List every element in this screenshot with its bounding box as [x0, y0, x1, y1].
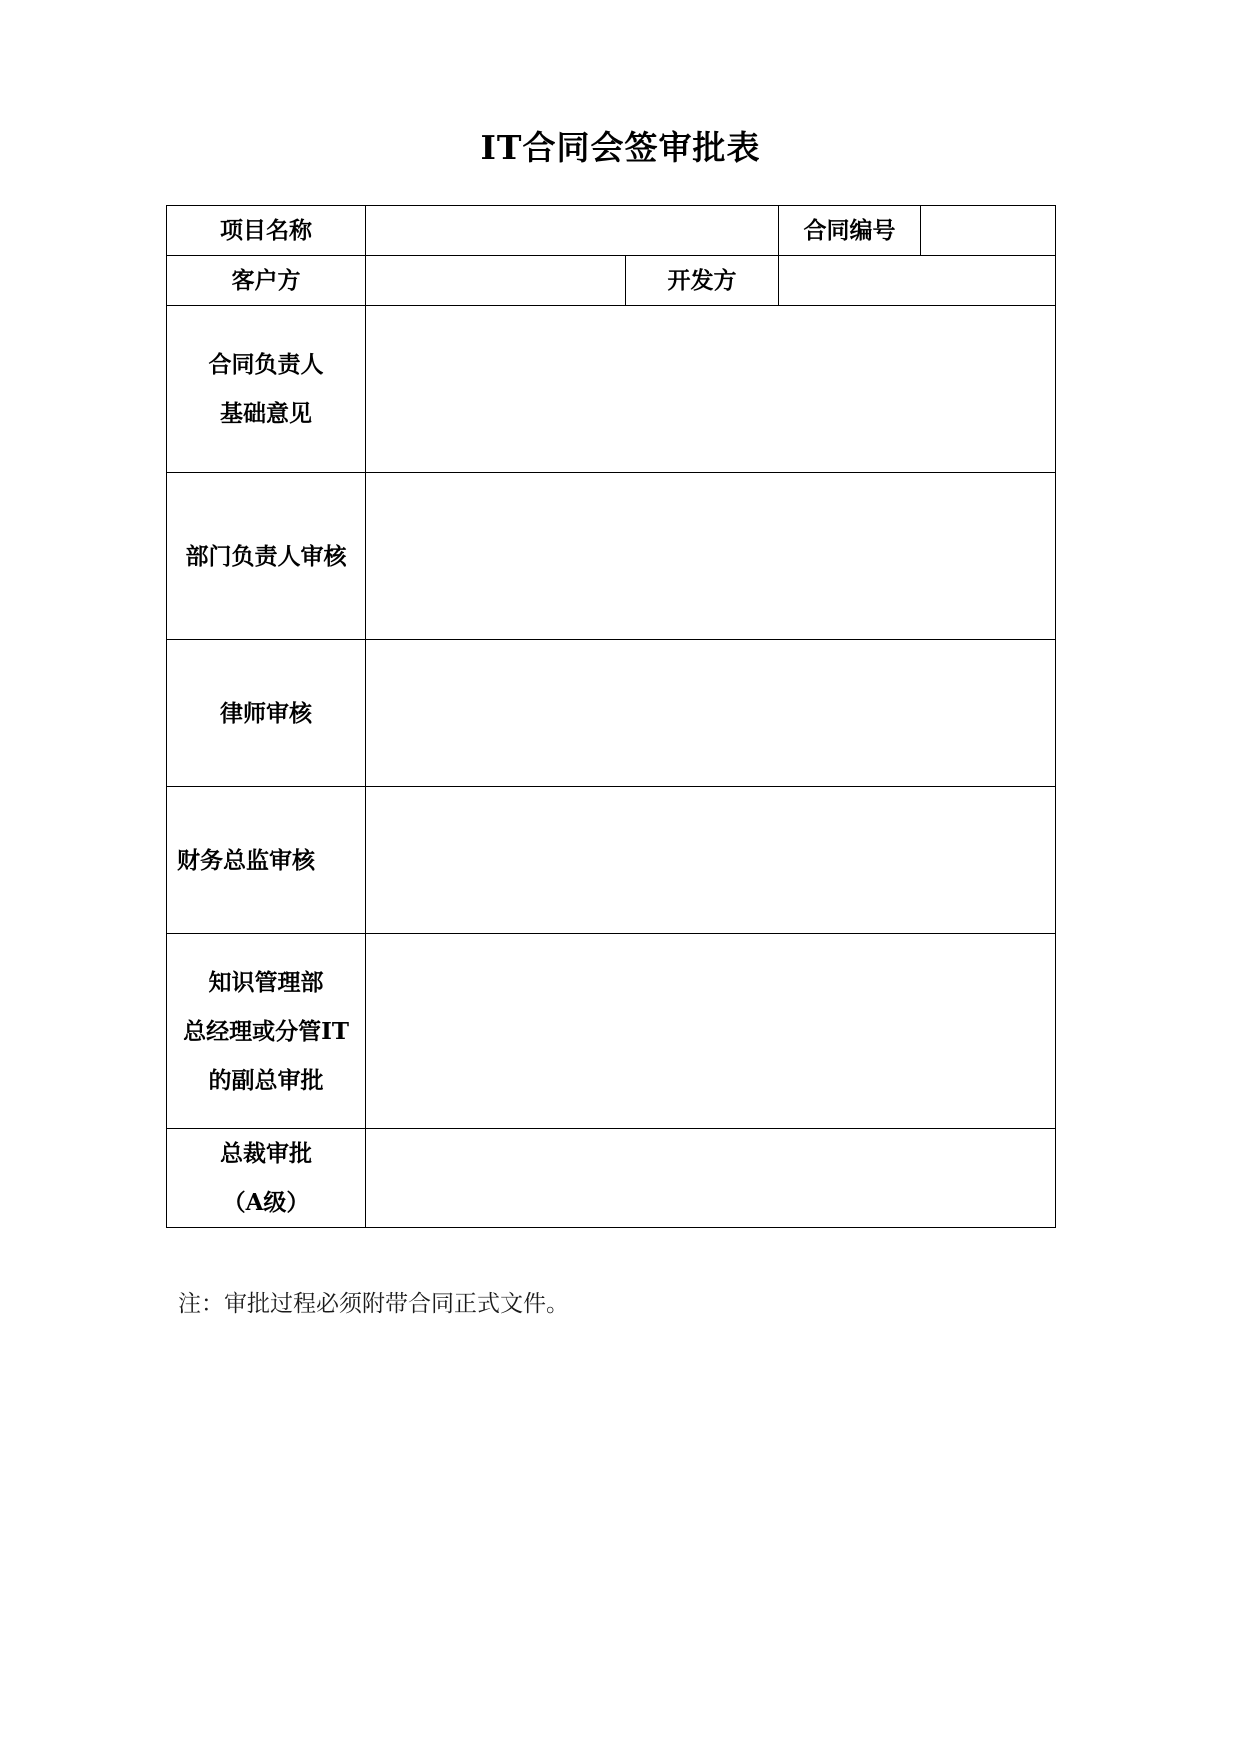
- label-line: 的副总审批: [208, 1066, 324, 1094]
- president-approval-field[interactable]: [366, 1129, 1056, 1228]
- label-line: 合同负责人: [208, 351, 324, 378]
- km-approval-label: [167, 934, 366, 1129]
- contract-no-label: 合同编号: [779, 206, 921, 256]
- contract-owner-opinion-label: [167, 306, 366, 473]
- department-head-review-field[interactable]: [366, 473, 1056, 640]
- lawyer-review-label: [167, 640, 366, 787]
- label-line: 总裁审批: [220, 1140, 312, 1167]
- client-field[interactable]: [366, 256, 626, 306]
- label-line: 财务总监审核: [177, 846, 315, 874]
- label-line: 知识管理部: [208, 968, 324, 996]
- row-department-head-review: [167, 473, 1056, 640]
- cfo-review-label: [167, 787, 366, 934]
- label-line: 律师审核: [220, 699, 312, 727]
- row-parties: [167, 256, 1056, 306]
- page-title: IT合同会签审批表: [480, 128, 761, 167]
- row-contract-owner-opinion: [167, 306, 1056, 473]
- developer-label: 开发方: [626, 256, 779, 306]
- row-km-approval: [167, 934, 1056, 1129]
- cfo-review-field[interactable]: [366, 787, 1056, 934]
- president-approval-label: [167, 1129, 366, 1228]
- client-label: 客户方: [167, 256, 366, 306]
- lawyer-review-field[interactable]: [366, 640, 1056, 787]
- project-name-field[interactable]: [366, 206, 779, 256]
- row-project: [167, 206, 1056, 256]
- label-line: 部门负责人审核: [185, 542, 347, 570]
- approval-form-table: [166, 205, 1056, 1228]
- label-line: 总经理或分管IT: [183, 1017, 349, 1045]
- project-name-label: 项目名称: [167, 206, 366, 256]
- label-line: （A级）: [222, 1189, 310, 1216]
- footnote: 注：审批过程必须附带合同正式文件。: [178, 1291, 569, 1317]
- developer-field[interactable]: [779, 256, 1056, 306]
- row-lawyer-review: [167, 640, 1056, 787]
- row-president-approval: [167, 1129, 1056, 1228]
- contract-owner-opinion-field[interactable]: [366, 306, 1056, 473]
- row-cfo-review: [167, 787, 1056, 934]
- label-line: 基础意见: [220, 400, 312, 427]
- km-approval-field[interactable]: [366, 934, 1056, 1129]
- contract-no-field[interactable]: [921, 206, 1056, 256]
- department-head-review-label: [167, 473, 366, 640]
